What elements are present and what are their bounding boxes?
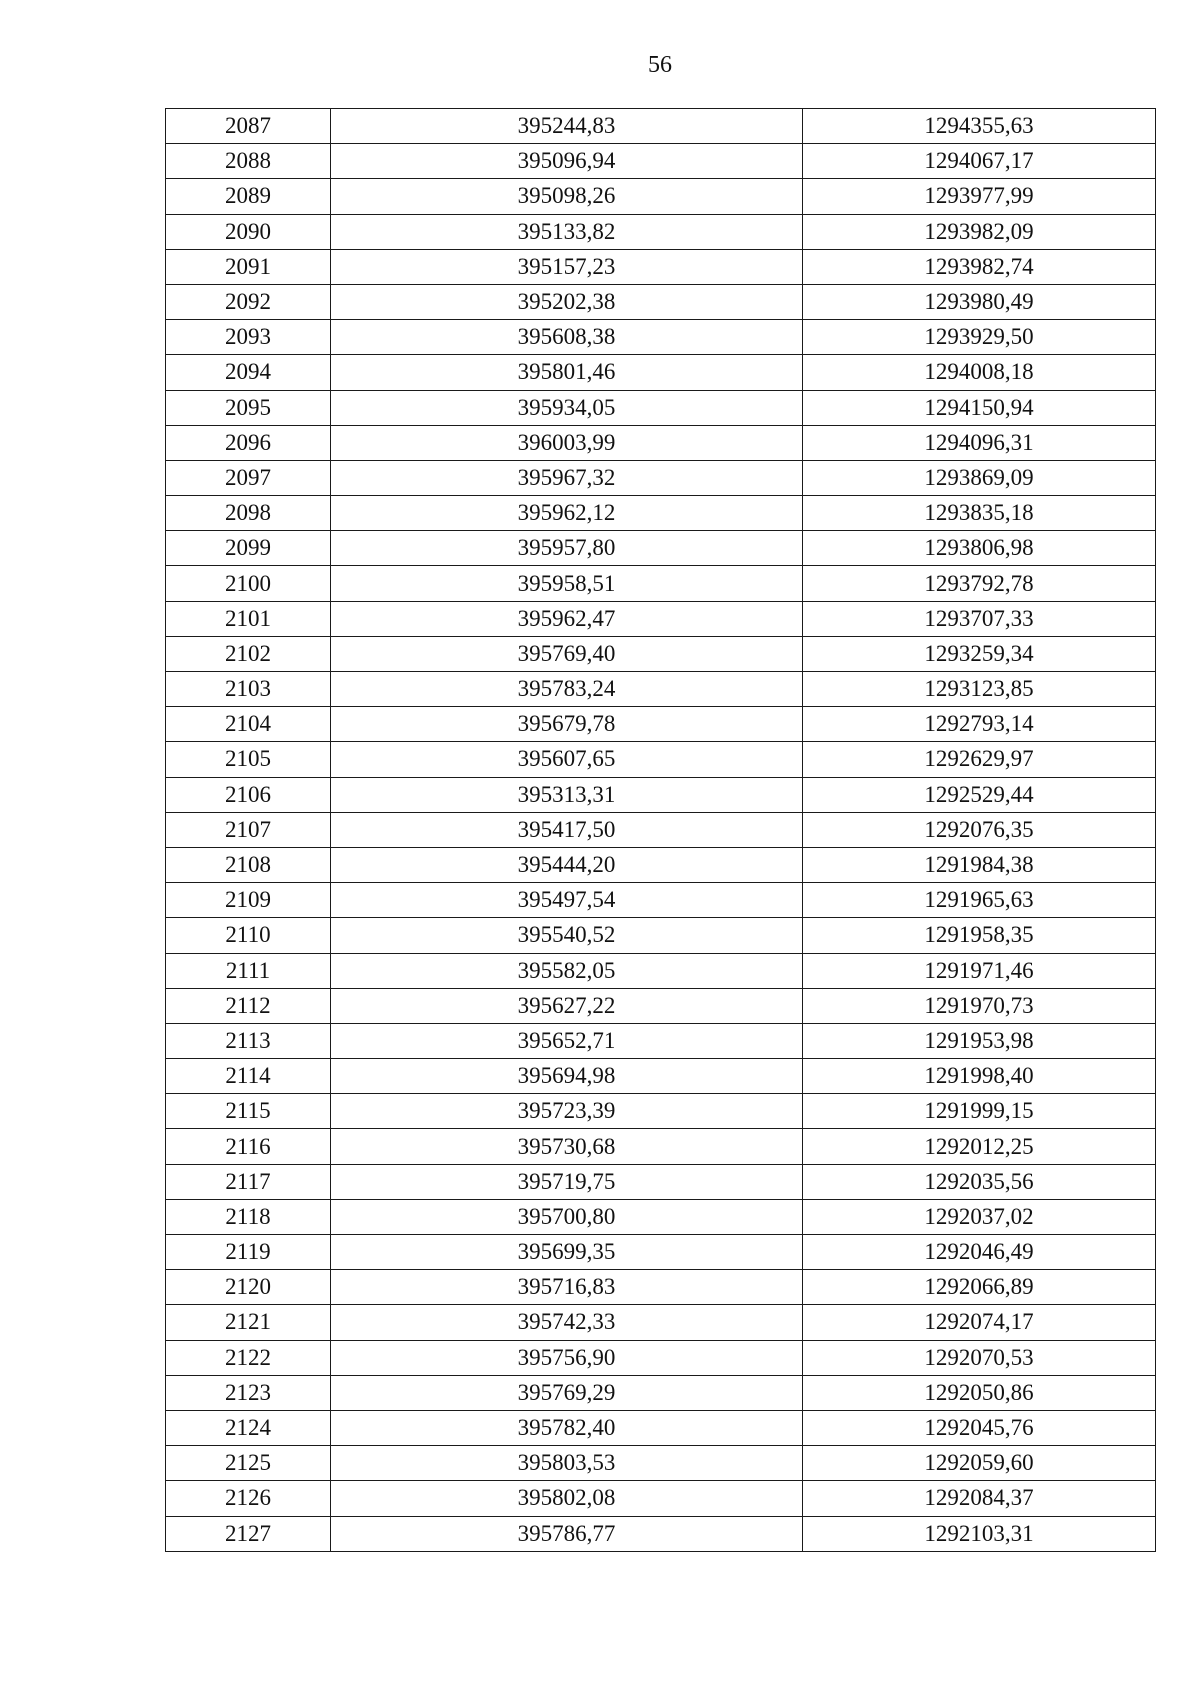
- y-coordinate-cell: 1291999,15: [803, 1094, 1156, 1129]
- x-coordinate-cell: 395801,46: [331, 355, 803, 390]
- y-coordinate-cell: 1294067,17: [803, 144, 1156, 179]
- table-row: [166, 1305, 1156, 1340]
- table-row: [166, 1235, 1156, 1270]
- point-number-cell: 2089: [166, 179, 331, 214]
- y-coordinate-cell: 1292035,56: [803, 1164, 1156, 1199]
- point-number-cell: 2099: [166, 531, 331, 566]
- point-number-cell: 2123: [166, 1375, 331, 1410]
- y-coordinate-cell: 1293929,50: [803, 320, 1156, 355]
- x-coordinate-cell: 395607,65: [331, 742, 803, 777]
- table-row: [166, 390, 1156, 425]
- y-coordinate-cell: 1292066,89: [803, 1270, 1156, 1305]
- x-coordinate-cell: 395723,39: [331, 1094, 803, 1129]
- point-number-cell: 2109: [166, 883, 331, 918]
- table-row: [166, 672, 1156, 707]
- x-coordinate-cell: 395782,40: [331, 1410, 803, 1445]
- point-number-cell: 2088: [166, 144, 331, 179]
- point-number-cell: 2115: [166, 1094, 331, 1129]
- point-number-cell: 2110: [166, 918, 331, 953]
- point-number-cell: 2107: [166, 812, 331, 847]
- table-row: [166, 1023, 1156, 1058]
- y-coordinate-cell: 1292084,37: [803, 1481, 1156, 1516]
- x-coordinate-cell: 395540,52: [331, 918, 803, 953]
- table-row: [166, 109, 1156, 144]
- x-coordinate-cell: 395417,50: [331, 812, 803, 847]
- table-row: [166, 601, 1156, 636]
- y-coordinate-cell: 1293835,18: [803, 496, 1156, 531]
- y-coordinate-cell: 1292529,44: [803, 777, 1156, 812]
- table-row: [166, 496, 1156, 531]
- x-coordinate-cell: 395157,23: [331, 249, 803, 284]
- point-number-cell: 2126: [166, 1481, 331, 1516]
- point-number-cell: 2111: [166, 953, 331, 988]
- table-row: [166, 1270, 1156, 1305]
- x-coordinate-cell: 395699,35: [331, 1235, 803, 1270]
- y-coordinate-cell: 1292059,60: [803, 1446, 1156, 1481]
- y-coordinate-cell: 1293806,98: [803, 531, 1156, 566]
- y-coordinate-cell: 1291970,73: [803, 988, 1156, 1023]
- x-coordinate-cell: 395962,12: [331, 496, 803, 531]
- y-coordinate-cell: 1291958,35: [803, 918, 1156, 953]
- y-coordinate-cell: 1294096,31: [803, 425, 1156, 460]
- y-coordinate-cell: 1293982,09: [803, 214, 1156, 249]
- y-coordinate-cell: 1293123,85: [803, 672, 1156, 707]
- table-row: [166, 1481, 1156, 1516]
- y-coordinate-cell: 1293792,78: [803, 566, 1156, 601]
- point-number-cell: 2122: [166, 1340, 331, 1375]
- x-coordinate-cell: 395769,29: [331, 1375, 803, 1410]
- y-coordinate-cell: 1293707,33: [803, 601, 1156, 636]
- x-coordinate-cell: 395967,32: [331, 460, 803, 495]
- y-coordinate-cell: 1291965,63: [803, 883, 1156, 918]
- coordinates-table: [165, 108, 1156, 1552]
- y-coordinate-cell: 1292037,02: [803, 1199, 1156, 1234]
- y-coordinate-cell: 1294355,63: [803, 109, 1156, 144]
- point-number-cell: 2090: [166, 214, 331, 249]
- coordinates-table-body: [166, 109, 1156, 1552]
- y-coordinate-cell: 1293982,74: [803, 249, 1156, 284]
- y-coordinate-cell: 1293977,99: [803, 179, 1156, 214]
- table-row: [166, 144, 1156, 179]
- point-number-cell: 2096: [166, 425, 331, 460]
- table-row: [166, 1375, 1156, 1410]
- y-coordinate-cell: 1292046,49: [803, 1235, 1156, 1270]
- table-row: [166, 249, 1156, 284]
- table-row: [166, 284, 1156, 319]
- x-coordinate-cell: 395803,53: [331, 1446, 803, 1481]
- y-coordinate-cell: 1291953,98: [803, 1023, 1156, 1058]
- x-coordinate-cell: 396003,99: [331, 425, 803, 460]
- point-number-cell: 2103: [166, 672, 331, 707]
- point-number-cell: 2118: [166, 1199, 331, 1234]
- point-number-cell: 2094: [166, 355, 331, 390]
- table-row: [166, 707, 1156, 742]
- x-coordinate-cell: 395133,82: [331, 214, 803, 249]
- y-coordinate-cell: 1292012,25: [803, 1129, 1156, 1164]
- x-coordinate-cell: 395783,24: [331, 672, 803, 707]
- x-coordinate-cell: 395756,90: [331, 1340, 803, 1375]
- x-coordinate-cell: 395769,40: [331, 636, 803, 671]
- x-coordinate-cell: 395098,26: [331, 179, 803, 214]
- y-coordinate-cell: 1291971,46: [803, 953, 1156, 988]
- table-row: [166, 1199, 1156, 1234]
- point-number-cell: 2105: [166, 742, 331, 777]
- x-coordinate-cell: 395957,80: [331, 531, 803, 566]
- table-row: [166, 847, 1156, 882]
- y-coordinate-cell: 1292074,17: [803, 1305, 1156, 1340]
- x-coordinate-cell: 395679,78: [331, 707, 803, 742]
- table-row: [166, 460, 1156, 495]
- x-coordinate-cell: 395958,51: [331, 566, 803, 601]
- y-coordinate-cell: 1293259,34: [803, 636, 1156, 671]
- x-coordinate-cell: 395582,05: [331, 953, 803, 988]
- x-coordinate-cell: 395444,20: [331, 847, 803, 882]
- table-row: [166, 636, 1156, 671]
- table-row: [166, 214, 1156, 249]
- point-number-cell: 2091: [166, 249, 331, 284]
- table-row: [166, 1129, 1156, 1164]
- table-row: [166, 1059, 1156, 1094]
- x-coordinate-cell: 395700,80: [331, 1199, 803, 1234]
- y-coordinate-cell: 1292050,86: [803, 1375, 1156, 1410]
- point-number-cell: 2102: [166, 636, 331, 671]
- y-coordinate-cell: 1292629,97: [803, 742, 1156, 777]
- table-row: [166, 425, 1156, 460]
- point-number-cell: 2127: [166, 1516, 331, 1551]
- point-number-cell: 2104: [166, 707, 331, 742]
- table-row: [166, 988, 1156, 1023]
- point-number-cell: 2121: [166, 1305, 331, 1340]
- y-coordinate-cell: 1291984,38: [803, 847, 1156, 882]
- x-coordinate-cell: 395742,33: [331, 1305, 803, 1340]
- table-row: [166, 953, 1156, 988]
- table-row: [166, 1410, 1156, 1445]
- y-coordinate-cell: 1292070,53: [803, 1340, 1156, 1375]
- y-coordinate-cell: 1292793,14: [803, 707, 1156, 742]
- table-row: [166, 1340, 1156, 1375]
- table-row: [166, 566, 1156, 601]
- x-coordinate-cell: 395497,54: [331, 883, 803, 918]
- x-coordinate-cell: 395962,47: [331, 601, 803, 636]
- y-coordinate-cell: 1294008,18: [803, 355, 1156, 390]
- table-row: [166, 320, 1156, 355]
- y-coordinate-cell: 1294150,94: [803, 390, 1156, 425]
- table-row: [166, 531, 1156, 566]
- table-row: [166, 812, 1156, 847]
- point-number-cell: 2124: [166, 1410, 331, 1445]
- y-coordinate-cell: 1293980,49: [803, 284, 1156, 319]
- point-number-cell: 2117: [166, 1164, 331, 1199]
- x-coordinate-cell: 395244,83: [331, 109, 803, 144]
- x-coordinate-cell: 395802,08: [331, 1481, 803, 1516]
- point-number-cell: 2106: [166, 777, 331, 812]
- page-number: 56: [648, 52, 672, 78]
- point-number-cell: 2097: [166, 460, 331, 495]
- x-coordinate-cell: 395608,38: [331, 320, 803, 355]
- x-coordinate-cell: 395786,77: [331, 1516, 803, 1551]
- x-coordinate-cell: 395096,94: [331, 144, 803, 179]
- point-number-cell: 2098: [166, 496, 331, 531]
- table-row: [166, 918, 1156, 953]
- table-row: [166, 1446, 1156, 1481]
- point-number-cell: 2112: [166, 988, 331, 1023]
- y-coordinate-cell: 1292103,31: [803, 1516, 1156, 1551]
- x-coordinate-cell: 395694,98: [331, 1059, 803, 1094]
- x-coordinate-cell: 395652,71: [331, 1023, 803, 1058]
- point-number-cell: 2119: [166, 1235, 331, 1270]
- y-coordinate-cell: 1292045,76: [803, 1410, 1156, 1445]
- point-number-cell: 2108: [166, 847, 331, 882]
- point-number-cell: 2116: [166, 1129, 331, 1164]
- table-row: [166, 777, 1156, 812]
- y-coordinate-cell: 1291998,40: [803, 1059, 1156, 1094]
- point-number-cell: 2093: [166, 320, 331, 355]
- point-number-cell: 2114: [166, 1059, 331, 1094]
- point-number-cell: 2092: [166, 284, 331, 319]
- point-number-cell: 2100: [166, 566, 331, 601]
- point-number-cell: 2120: [166, 1270, 331, 1305]
- table-row: [166, 742, 1156, 777]
- x-coordinate-cell: 395716,83: [331, 1270, 803, 1305]
- y-coordinate-cell: 1293869,09: [803, 460, 1156, 495]
- x-coordinate-cell: 395730,68: [331, 1129, 803, 1164]
- x-coordinate-cell: 395934,05: [331, 390, 803, 425]
- x-coordinate-cell: 395313,31: [331, 777, 803, 812]
- table-row: [166, 1164, 1156, 1199]
- table-row: [166, 355, 1156, 390]
- y-coordinate-cell: 1292076,35: [803, 812, 1156, 847]
- table-row: [166, 883, 1156, 918]
- table-row: [166, 179, 1156, 214]
- point-number-cell: 2125: [166, 1446, 331, 1481]
- table-row: [166, 1516, 1156, 1551]
- x-coordinate-cell: 395627,22: [331, 988, 803, 1023]
- point-number-cell: 2101: [166, 601, 331, 636]
- point-number-cell: 2113: [166, 1023, 331, 1058]
- point-number-cell: 2087: [166, 109, 331, 144]
- x-coordinate-cell: 395719,75: [331, 1164, 803, 1199]
- table-row: [166, 1094, 1156, 1129]
- point-number-cell: 2095: [166, 390, 331, 425]
- x-coordinate-cell: 395202,38: [331, 284, 803, 319]
